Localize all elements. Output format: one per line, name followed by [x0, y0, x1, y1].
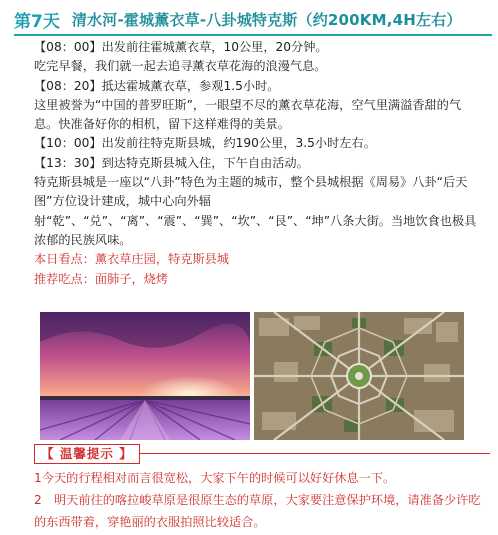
lavender-field-photo [40, 312, 250, 440]
description-line: 吃完早餐，我们就一起去追寻薰衣草花海的浪漫气息。 [34, 59, 327, 74]
itinerary-text [34, 38, 482, 289]
tip-item: 1今天的行程相对而言很宽松，大家下午的时候可以好好休息一下。 [34, 471, 396, 485]
schedule-line: 【08：20】抵达霍城薰衣草，参观1.5小时。 [34, 78, 280, 93]
bagua-city-aerial-photo [254, 312, 464, 440]
tip-item: 2 明天前往的喀拉峻草原是很原生态的草原，大家要注意保护环境，请准备少许吃的东西带着，穿艳丽的衣服拍照比较适合。 [34, 493, 481, 529]
tips-tag: 【 温馨提示 】 [34, 444, 140, 464]
day-header [14, 4, 492, 36]
schedule-line: 【08：00】出发前往霍城薰衣草，10公里，20分钟。 [34, 40, 328, 54]
food-highlight: 推荐吃点：面肺子，烧烤 [34, 271, 169, 286]
day-label: 第7天 [14, 11, 60, 32]
route-title: 清水河-霍城薰衣草-八卦城特克斯（约200KM,4H左右） [71, 10, 462, 29]
schedule-line: 【10：00】出发前往特克斯县城，约190公里，3.5小时左右。 [34, 136, 376, 151]
description-paragraph: 这里被誉为“中国的普罗旺斯”，一眼望不尽的薰衣草花海，空气里满溢香甜的气息。快准备好你的相机，留下这样难得的美景。 [34, 97, 462, 132]
sights-highlight: 本日看点：薰衣草庄园，特克斯县城 [34, 252, 229, 267]
description-paragraph: 特克斯县城是一座以“八卦”特色为主题的城市，整个县城根据《周易》八卦“后天图”方位设计建成，城中心向外辐射“乾”、“兑”、“离”、“震”、“巽”、“坎”、“艮”、“坤”八条大街。当地饮食也极具浓郁的民族风味。 [34, 175, 477, 247]
photo-row [40, 312, 464, 444]
tips-list [34, 467, 490, 533]
schedule-line: 【13：30】到达特克斯县城入住，下午自由活动。 [34, 155, 309, 170]
